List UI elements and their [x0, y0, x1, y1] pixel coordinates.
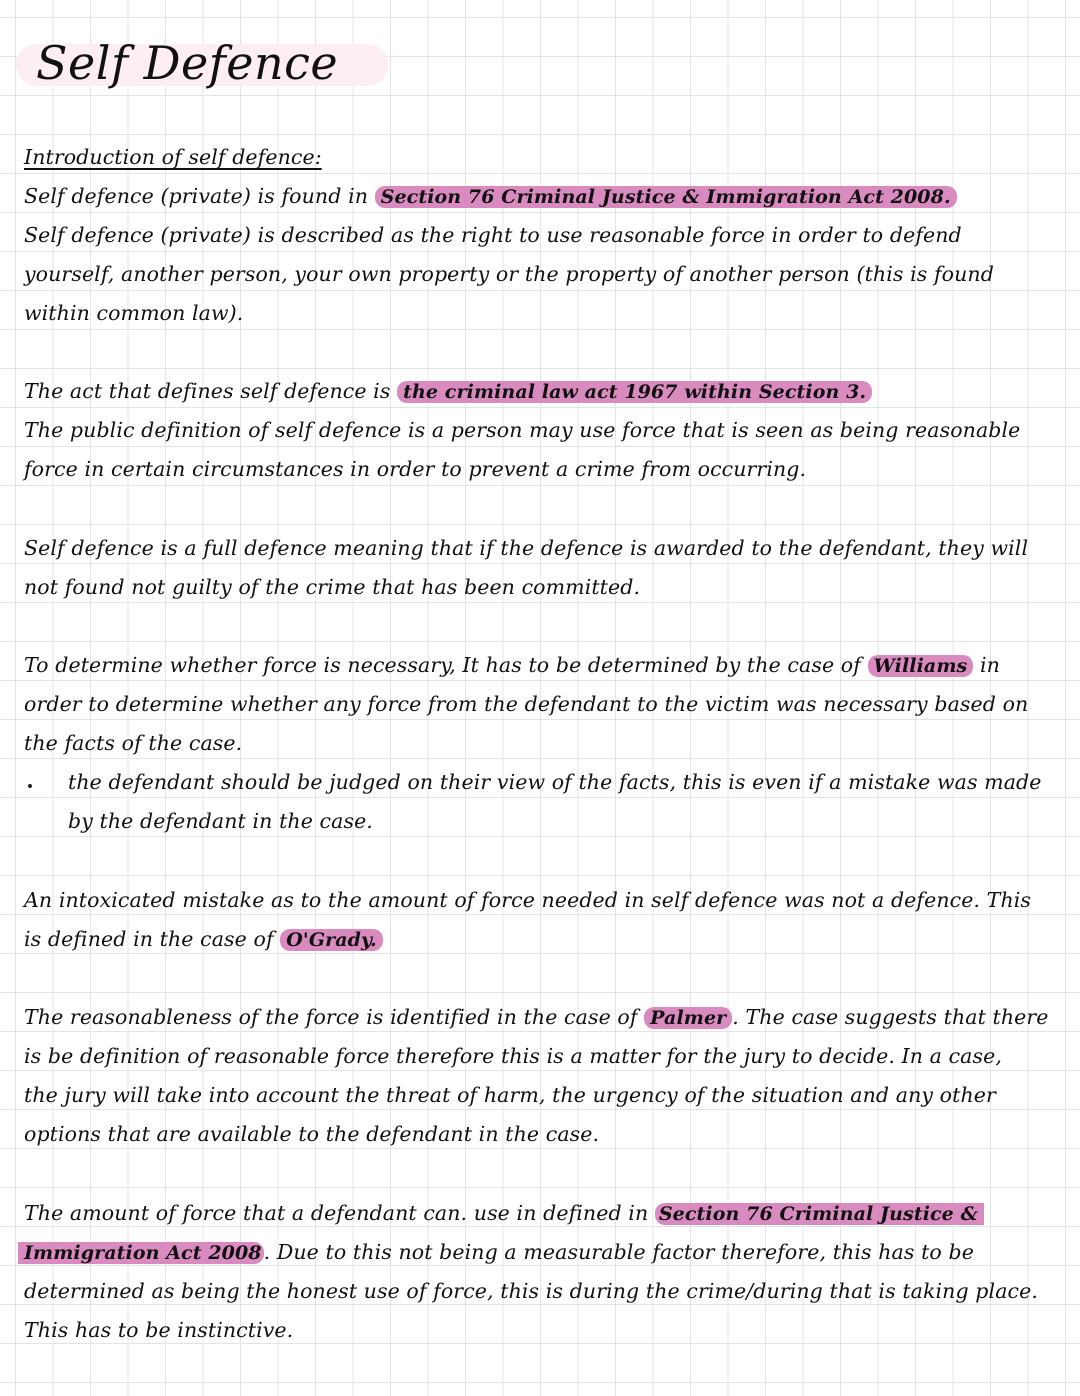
para6-line-3: the jury will take into account the threat of harm, the urgency of the situation and any other	[24, 1083, 996, 1107]
intro-line-2: Self defence (private) is described as the right to use reasonable force in order to defend	[24, 223, 962, 247]
intro-line-4: within common law).	[24, 301, 244, 325]
bullet-icon	[28, 784, 32, 788]
text: . The case suggests that there	[732, 1005, 1049, 1029]
para7-line-2	[18, 1233, 974, 1272]
highlight-statute: Section 76 Criminal Justice & Immigration Act 2008.	[375, 186, 957, 208]
para7-line-1	[24, 1194, 984, 1233]
intro-line-3: yourself, another person, your own property or the property of another person (this is found	[24, 262, 994, 286]
page-title: Self Defence	[36, 36, 339, 90]
highlight-statute-part2: Immigration Act 2008	[18, 1242, 264, 1264]
text: The act that defines self defence is	[24, 379, 398, 403]
para3-line-1: Self defence is a full defence meaning that if the defence is awarded to the defendant, they will	[24, 536, 1029, 560]
para3-line-2: not found not guilty of the crime that has been committed.	[24, 575, 641, 599]
bullet-line-2: by the defendant in the case.	[68, 809, 373, 833]
highlight-statute-part1: Section 76 Criminal Justice &	[655, 1203, 984, 1225]
para2-line-3: force in certain circumstances in order to prevent a crime from occurring.	[24, 457, 807, 481]
para2-line-2: The public definition of self defence is a person may use force that is seen as being reasonable	[24, 418, 1021, 442]
bullet-line-1: the defendant should be judged on their view of the facts, this is even if a mistake was made	[68, 770, 1042, 794]
text: Self defence (private) is found in	[24, 184, 375, 208]
para6-line-1	[24, 998, 1049, 1037]
highlight-case-williams: Williams	[868, 655, 974, 677]
para4-line-2: order to determine whether any force from the defendant to the victim was necessary based on	[24, 692, 1029, 716]
para5-line-2	[24, 920, 383, 959]
highlight-case-palmer: Palmer	[644, 1007, 732, 1029]
highlight-case-ogrady: O'Grady.	[280, 929, 382, 951]
para6-line-2: is be definition of reasonable force therefore this is a matter for the jury to decide. In a case,	[24, 1044, 1002, 1068]
para7-line-3: determined as being the honest use of force, this is during the crime/during that is taking place.	[24, 1279, 1038, 1303]
text: is defined in the case of	[24, 927, 281, 951]
text: in	[973, 653, 1000, 677]
text: . Due to this not being a measurable factor therefore, this has to be	[263, 1240, 974, 1264]
highlight-act: the criminal law act 1967 within Section 3.	[397, 381, 872, 403]
para4-line-1	[24, 646, 1000, 685]
para7-line-4: This has to be instinctive.	[24, 1318, 294, 1342]
para2-line-1	[24, 372, 872, 411]
para6-line-4: options that are available to the defendant in the case.	[24, 1122, 600, 1146]
text: The amount of force that a defendant can. use in defined in	[24, 1201, 655, 1225]
text: The reasonableness of the force is identified in the case of	[24, 1005, 645, 1029]
text: To determine whether force is necessary, It has to be determined by the case of	[24, 653, 868, 677]
section-heading-intro: Introduction of self defence:	[24, 145, 322, 169]
para4-line-3: the facts of the case.	[24, 731, 243, 755]
para5-line-1: An intoxicated mistake as to the amount of force needed in self defence was not a defence. This	[24, 888, 1032, 912]
intro-line-1	[24, 177, 957, 216]
